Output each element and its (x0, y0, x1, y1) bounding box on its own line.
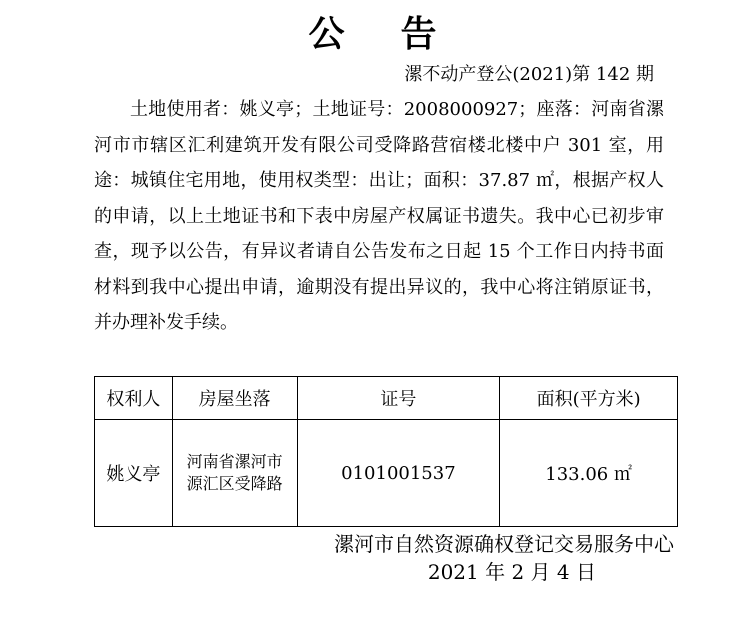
header-area: 面积(平方米) (500, 377, 678, 420)
cell-location-line: 源汇区受降路 (186, 474, 283, 493)
header-owner: 权利人 (95, 377, 173, 420)
issue-date: 2021 年 2 月 4 日 (427, 560, 596, 584)
notice-title: 公告 (308, 13, 493, 55)
cell-location-line: 河南省漯河市 (186, 452, 283, 471)
cell-cert-no: 0101001537 (297, 420, 500, 527)
notice-body (94, 92, 664, 341)
issue-number: 漯不动产登公(2021)第 142 期 (404, 64, 654, 85)
table-header-row (95, 377, 678, 420)
header-cert-no: 证号 (297, 377, 500, 420)
cell-area: 133.06 ㎡ (500, 420, 678, 527)
cell-owner: 姚义亭 (95, 420, 173, 527)
issuer-name: 漯河市自然资源确权登记交易服务中心 (334, 532, 674, 556)
header-location: 房屋坐落 (172, 377, 297, 420)
table-row (95, 420, 678, 527)
notice-body-paragraph: 土地使用者：姚义亭；土地证号：2008000927；座落：河南省漯河市市辖区汇利建筑开发有限公司受降路营宿楼北楼中户 301 室，用途：城镇住宅用地，使用权类型：出让；面积：37.87 ㎡，根据产权人的申请，以上土地证书和下表中房屋产权属证书遗失。我中心已初步审查，现予以公告，有异议者请自公告发布之日起 15 个工作日内持书面材料到我中心提出申请，逾期没有提出异议的，我中心将注销原证书，并办理补发手续。 (94, 99, 664, 333)
cell-location (172, 420, 297, 527)
certificate-table (94, 376, 678, 527)
